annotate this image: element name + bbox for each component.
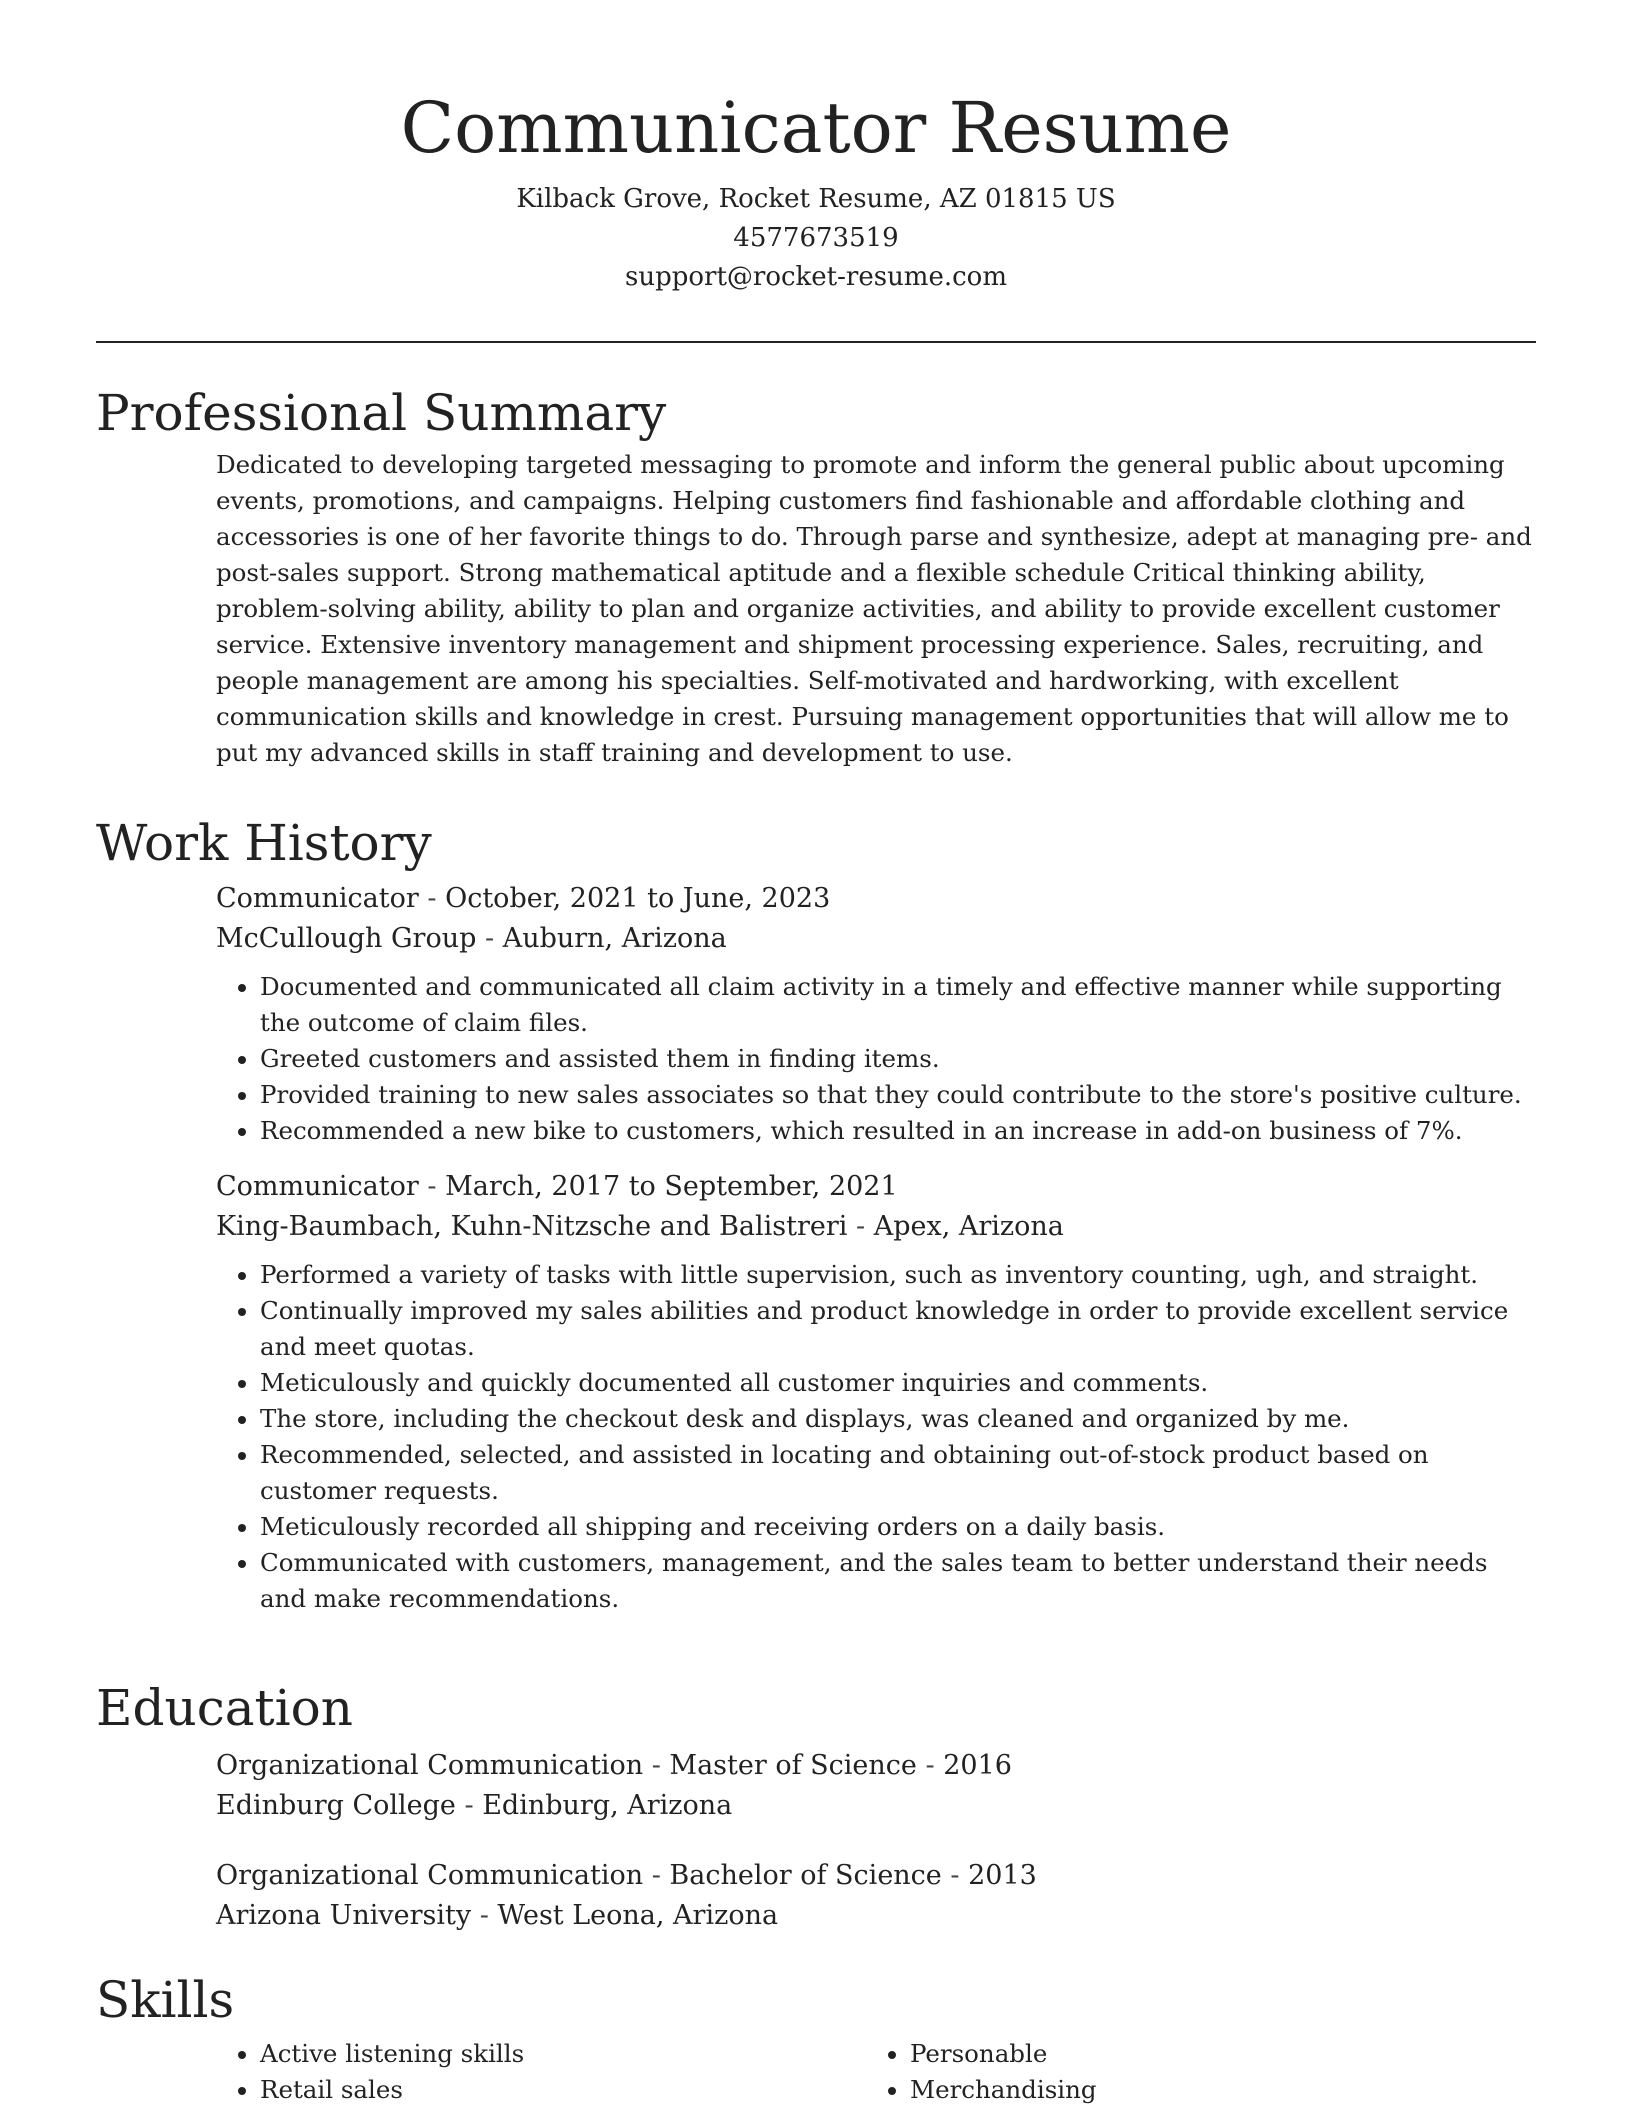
degree-field: Organizational Communication (216, 1750, 644, 1781)
job-entry (216, 879, 1536, 1149)
school-name: Arizona University (216, 1900, 472, 1931)
education-entry (216, 1746, 1536, 1826)
job-title-line (216, 1167, 1536, 1207)
list-item: • Performed a variety of tasks with little supervision, such as inventory counting, ugh, and straight. (260, 1257, 1536, 1293)
job-location: Apex, Arizona (873, 1211, 1064, 1242)
separator: - (925, 1750, 935, 1781)
skills-section (96, 1970, 1536, 2108)
skill-item: • Retail sales (260, 2072, 866, 2108)
school-line (216, 1786, 1536, 1826)
job-entry (216, 1167, 1536, 1617)
education-entry (216, 1856, 1536, 1936)
contact-address: Kilback Grove, Rocket Resume, AZ 01815 US (516, 184, 1116, 214)
list-item: • Communicated with customers, management, and the sales team to better understand their needs and make recommendations. (260, 1545, 1536, 1617)
degree-year: 2016 (943, 1750, 1012, 1781)
separator: - (479, 1900, 489, 1931)
job-company-line (216, 1207, 1536, 1247)
job-dates: October, 2021 to June, 2023 (445, 883, 831, 914)
job-location: Auburn, Arizona (502, 923, 727, 954)
degree-year: 2013 (968, 1860, 1037, 1891)
degree-line (216, 1746, 1536, 1786)
resume-header (0, 0, 1632, 297)
skills-list (216, 2036, 866, 2108)
list-item: • Continually improved my sales abilities and product knowledge in order to provide excellent service and meet quotas. (260, 1293, 1536, 1365)
list-item: • Documented and communicated all claim activity in a timely and effective manner while supporting the outcome of claim files. (260, 969, 1536, 1041)
skills-list (866, 2036, 1516, 2108)
list-item: • Recommended, selected, and assisted in locating and obtaining out-of-stock product based on customer requests. (260, 1437, 1536, 1509)
list-item: • Meticulously recorded all shipping and receiving orders on a daily basis. (260, 1509, 1536, 1545)
job-dates: March, 2017 to September, 2021 (445, 1171, 898, 1202)
job-title-line (216, 879, 1536, 919)
skills-heading: Skills (96, 1971, 235, 2029)
separator: - (651, 1860, 661, 1891)
separator: - (427, 883, 437, 914)
header-divider (96, 341, 1536, 343)
job-company: McCullough Group (216, 923, 477, 954)
degree-field: Organizational Communication (216, 1860, 644, 1891)
school-location: West Leona, Arizona (497, 1900, 779, 1931)
contact-email: support@rocket-resume.com (624, 262, 1007, 292)
separator: - (651, 1750, 661, 1781)
separator: - (484, 923, 495, 954)
degree-type: Master of Science (669, 1750, 917, 1781)
list-item: • Provided training to new sales associates so that they could contribute to the store's positive culture. (260, 1077, 1536, 1113)
list-item: • Greeted customers and assisted them in finding items. (260, 1041, 1536, 1077)
job-role: Communicator (216, 883, 419, 914)
skill-item: • Merchandising (910, 2072, 1516, 2108)
job-bullets (216, 1257, 1536, 1617)
separator: - (856, 1211, 866, 1242)
list-item: • The store, including the checkout desk and displays, was cleaned and organized by me. (260, 1401, 1536, 1437)
contact-phone: 4577673519 (733, 223, 899, 253)
work-history-heading: Work History (96, 814, 432, 872)
list-item: • Meticulously and quickly documented all customer inquiries and comments. (260, 1365, 1536, 1401)
separator: - (464, 1790, 474, 1821)
summary-section (96, 383, 1536, 771)
degree-line (216, 1856, 1536, 1896)
separator: - (427, 1171, 437, 1202)
work-history-section (96, 813, 1536, 1617)
skills-grid (216, 2036, 1536, 2108)
job-role: Communicator (216, 1171, 419, 1202)
contact-info (0, 180, 1632, 297)
summary-heading: Professional Summary (96, 384, 667, 442)
school-name: Edinburg College (216, 1790, 456, 1821)
degree-type: Bachelor of Science (669, 1860, 942, 1891)
job-bullets (216, 969, 1536, 1149)
school-location: Edinburg, Arizona (482, 1790, 733, 1821)
skill-item: • Active listening skills (260, 2036, 866, 2072)
resume-title: Communicator Resume (400, 87, 1232, 169)
school-line (216, 1896, 1536, 1936)
skills-column-left (216, 2036, 866, 2108)
separator: - (950, 1860, 960, 1891)
job-company-line (216, 919, 1536, 959)
skills-column-right (866, 2036, 1516, 2108)
skill-item: • Personable (910, 2036, 1516, 2072)
education-section (96, 1678, 1536, 1936)
summary-text: Dedicated to developing targeted messaging to promote and inform the general public about upcoming events, promotions, and campaigns. Helping customers find fashionable and affordable clothing and accessories is one of her favorite things to do. Through parse and synthesize, adept at managing pre- and post-sales support. Strong mathematical aptitude and a flexible schedule Critical thinking ability, problem-solving ability, ability to plan and organize activities, and ability to provide excellent customer service. Extensive inventory management and shipment processing experience. Sales, recruiting, and people management are among his specialties. Self-motivated and hardworking, with excellent communication skills and knowledge in crest. Pursuing management opportunities that will allow me to put my advanced skills in staff training and development to use. (216, 450, 1532, 767)
job-company: King-Baumbach, Kuhn-Nitzsche and Balistreri (216, 1211, 848, 1242)
education-heading: Education (96, 1679, 353, 1737)
list-item: • Recommended a new bike to customers, which resulted in an increase in add-on business of 7%. (260, 1113, 1536, 1149)
